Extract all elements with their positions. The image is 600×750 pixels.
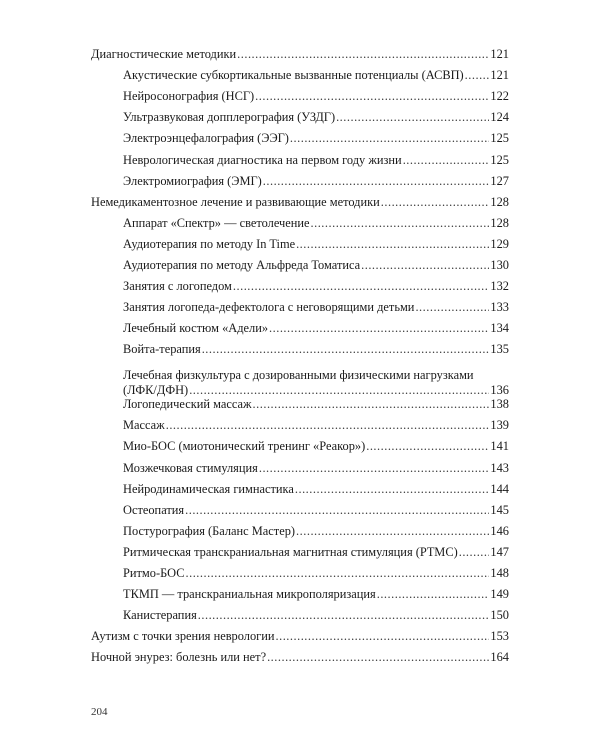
toc-entry-page-number: 122 [490,89,509,104]
toc-entry[interactable] [123,342,509,357]
toc-entry-page-number: 121 [490,68,509,83]
toc-entry[interactable] [123,131,509,146]
toc-entry-title: Лечебный костюм «Адели» [123,321,269,336]
dot-leader [259,461,490,476]
dot-leader [237,47,489,62]
toc-entry[interactable] [123,258,509,273]
toc-entry[interactable] [123,461,509,476]
toc-section-title: Аутизм с точки зрения неврологии [91,629,275,644]
toc-entry-title: Нейродинамическая гимнастика [123,481,294,496]
toc-entry[interactable] [123,68,509,83]
toc-entry[interactable] [123,566,509,581]
toc-entry-title: Мозжечковая стимуляция [123,460,258,475]
toc-entry[interactable] [123,153,509,168]
toc-entry-page-number: 135 [490,342,509,357]
toc-entry[interactable] [123,524,509,539]
toc-entry-title: ТКМП — транскраниальная микрополяризация [123,587,376,602]
toc-entry-title: Ультразвуковая допплерография (УЗДГ) [123,110,336,125]
toc-entry-page-number: 128 [490,194,509,209]
toc-section-title: Немедикаментозное лечение и развивающие методики [91,194,380,209]
toc-entry-page-number: 129 [490,236,509,251]
toc-entry-page-number: 145 [490,502,509,517]
dot-leader [415,300,489,315]
toc-entry[interactable] [123,237,509,252]
toc-section-title: Диагностические методики [91,47,237,61]
toc-entry-title-continued: (ЛФК/ДФН) [123,382,189,397]
dot-leader [465,68,490,83]
dot-leader [290,131,489,146]
toc-entry-page-number: 147 [490,544,509,559]
toc-entry[interactable] [123,439,509,454]
dot-leader [255,89,489,104]
dot-leader [267,650,489,665]
dot-leader [189,383,489,398]
dot-leader [269,321,489,336]
dot-leader [253,397,490,412]
toc-entry[interactable] [123,321,509,336]
toc-entry-page-number: 133 [490,300,509,315]
toc-entry-title: Массаж [123,418,165,433]
dot-leader [366,439,489,454]
toc-entry-page-number: 150 [490,608,509,623]
dot-leader [403,153,490,168]
toc-entry[interactable] [123,608,509,623]
toc-section[interactable] [91,629,509,644]
toc-entry-title: Аудиотерапия по методу In Time [123,236,296,251]
toc-entry[interactable] [123,89,509,104]
toc-entry-page-number: 130 [490,258,509,272]
toc-entry-title: Войта-терапия [123,342,201,357]
dot-leader [296,237,489,252]
toc-entry-title: Акустические субкортикальные вызванные потенциалы (АСВП) [123,68,464,83]
toc-entry-page-number: 134 [490,321,509,336]
toc-entry-page-number: 143 [490,460,509,475]
toc-entry-page-number: 127 [490,173,509,188]
toc-entry-title: Электромиография (ЭМГ) [123,173,262,188]
toc-entry[interactable] [123,545,509,560]
toc-entry[interactable] [123,300,509,315]
toc-entry-page-number: 164 [490,650,509,665]
toc-entry[interactable] [123,397,509,412]
dot-leader [361,258,489,273]
dot-leader [186,566,490,581]
dot-leader [377,587,490,602]
toc-entry-title-continued-row [123,383,509,398]
toc-entry-page-number: 141 [490,439,509,454]
dot-leader [381,195,490,210]
toc-entry-title: Остеопатия [123,502,185,517]
toc-section-title: Ночной энурез: болезнь или нет? [91,650,267,665]
toc-entry-title: Логопедический массаж [123,397,252,412]
toc-section[interactable] [91,47,509,62]
dot-leader [295,482,490,497]
dot-leader [198,608,490,623]
toc-entry-title: Мио-БОС (миотонический тренинг «Реакор») [123,439,366,454]
toc-entry[interactable] [123,216,509,231]
dot-leader [276,629,490,644]
toc-entry-page-number: 136 [490,382,509,397]
dot-leader [166,418,490,433]
toc-entry-page-number: 124 [490,110,509,125]
toc-entry-page-number: 139 [490,418,509,433]
toc-entry-page-number: 149 [490,587,509,602]
page-number: 204 [91,706,108,718]
toc-entry-title: Нейросонография (НСГ) [123,89,255,104]
toc-entry-title: Занятия с логопедом [123,279,232,294]
dot-leader [263,174,490,189]
toc-entry-page-number: 138 [490,397,509,412]
dot-leader [459,545,490,560]
toc-section[interactable] [91,650,509,665]
toc-entry[interactable] [123,418,509,433]
toc-entry-title: Занятия логопеда-дефектолога с неговорящими детьми [123,300,415,315]
toc-entry-page-number: 128 [490,215,509,230]
toc-entry-page-number: 132 [490,279,509,294]
toc-entry-title: Неврологическая диагностика на первом году жизни [123,152,402,167]
toc-entry-page-number: 153 [490,629,509,644]
dot-leader [202,342,490,357]
toc-entry-title: Постурография (Баланс Мастер) [123,523,296,538]
toc-entry[interactable] [123,503,509,518]
toc-entry[interactable] [123,279,509,294]
toc-entry-page-number: 146 [490,523,509,538]
toc-entry-title: Электроэнцефалография (ЭЭГ) [123,131,289,146]
toc-section[interactable] [91,195,509,210]
dot-leader [296,524,489,539]
toc-entry[interactable] [123,368,509,398]
dot-leader [311,216,490,231]
toc-entry-page-number: 148 [490,566,509,581]
toc-entry-page-number: 121 [490,47,509,61]
toc-entry-title: Ритмо-БОС [123,566,185,581]
toc-entry-page-number: 144 [490,481,509,496]
toc-entry-title: Ритмическая транскраниальная магнитная стимуляция (РТМС) [123,544,458,559]
toc-entry-page-number: 125 [490,152,509,167]
toc-entry-title: Аппарат «Спектр» — светолечение [123,215,310,230]
toc-entry[interactable] [123,482,509,497]
dot-leader [336,110,489,125]
toc-entry-title: Лечебная физкультура с дозированными физическими нагрузками [123,367,474,382]
dot-leader [233,279,490,294]
toc-entry[interactable] [123,587,509,602]
toc-entry[interactable] [123,110,509,125]
toc-entry-page-number: 125 [490,131,509,146]
toc-entry-title: Аудиотерапия по методу Альфреда Томатиса [123,258,361,272]
toc-entry[interactable] [123,174,509,189]
toc-entry-title: Канистерапия [123,608,197,623]
dot-leader [185,503,489,518]
